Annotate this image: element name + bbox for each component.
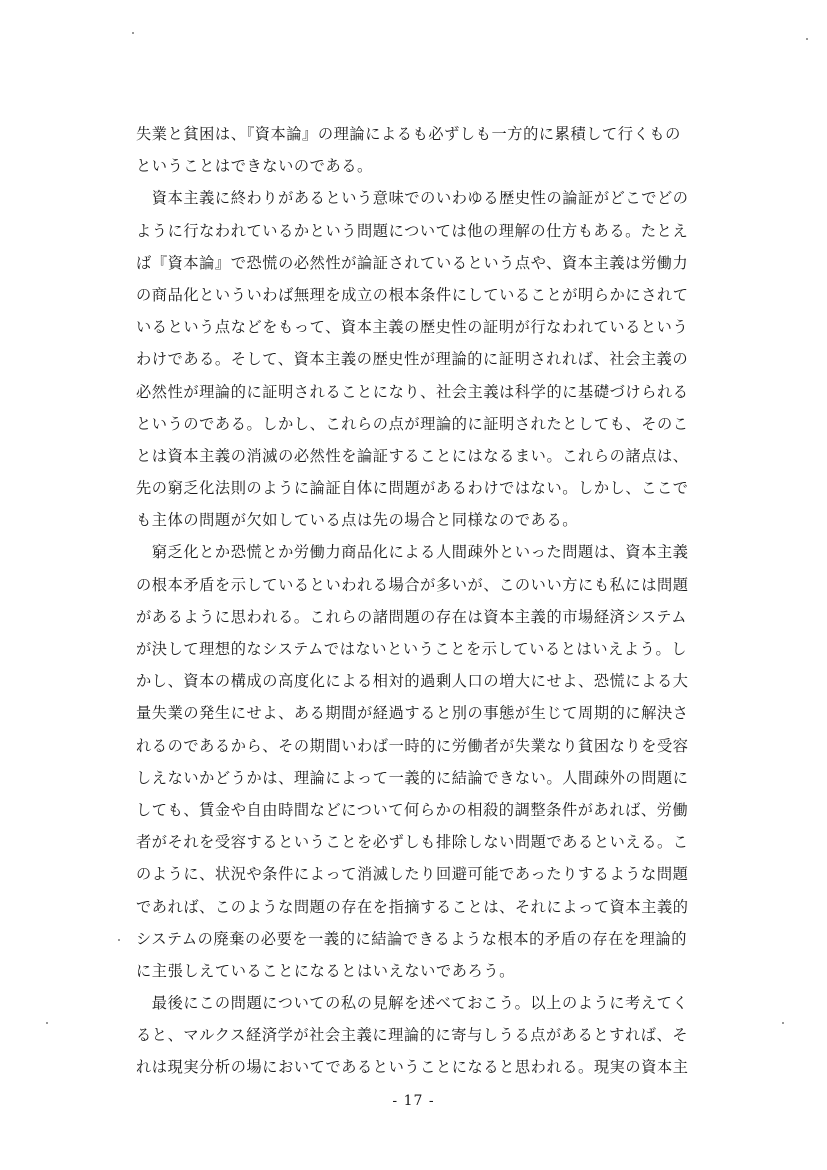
text-line: システムの廃棄の必要を一義的に結論できるような根本的矛盾の存在を理論的	[136, 929, 688, 948]
text-line: 者がそれを受容するということを必ずしも排除しない問題であるといえる。こ	[136, 833, 689, 852]
text-line: しても、賃金や自由時間などについて何らかの相殺的調整条件があれば、労働	[136, 800, 689, 819]
text-line: が決して理想的なシステムではないということを示しているとはいえよう。し	[136, 640, 688, 658]
scan-speck	[782, 1022, 784, 1024]
text-line: れるのであるから、その期間いわば一時的に労働者が失業なり貧困なりを受容	[136, 736, 689, 755]
text-line: も主体の問題が欠如している点は先の場合と同様なのである。	[136, 511, 579, 530]
text-line: 失業と貧困は、『資本論』の理論によるも必ずしも一方的に累積して行くもの	[136, 125, 681, 143]
text-line: ように行なわれているかという問題については他の理解の仕方もある。たとえ	[136, 221, 689, 240]
text-line: 最後にこの問題についての私の見解を述べておこう。以上のように考えてく	[136, 994, 689, 1013]
text-line: があるように思われる。これらの諸問題の存在は資本主義的市場経済システム	[136, 607, 688, 626]
page-number: - 17 -	[392, 1093, 435, 1109]
text-line: というのである。しかし、これらの点が理論的に証明されたとしても、そのこ	[136, 414, 689, 433]
text-line: ると、マルクス経済学が社会主義に理論的に寄与しうる点があるとすれば、そ	[136, 1026, 689, 1045]
text-line: いるという点などをもって、資本主義の歴史性の証明が行なわれているという	[136, 318, 689, 337]
text-line: であれば、このような問題の存在を指摘することは、それによって資本主義的	[136, 897, 689, 916]
body-text	[136, 118, 726, 1084]
text-line: 窮乏化とか恐慌とか労働力商品化による人間疎外といった問題は、資本主義	[136, 543, 689, 562]
text-line: に主張しえていることになるとはいえないであろう。	[136, 961, 515, 980]
text-line: しえないかどうかは、理論によって一義的に結論できない。人間疎外の問題に	[136, 768, 689, 787]
text-line: かし、資本の構成の高度化による相対的過剰人口の増大にせよ、恐慌による大	[136, 672, 689, 691]
text-line: れは現実分析の場においてであるということになると思われる。現実の資本主	[136, 1058, 689, 1077]
text-line: 量失業の発生にせよ、ある期間が経過すると別の事態が生じて周期的に解決さ	[136, 704, 689, 723]
text-line: のように、状況や条件によって消滅したり回避可能であったりするような問題	[136, 865, 689, 884]
text-line: 必然性が理論的に証明されることになり、社会主義は科学的に基礎づけられる	[136, 382, 689, 401]
scan-speck	[132, 32, 134, 34]
text-line: とは資本主義の消滅の必然性を論証することにはなるまい。これらの諸点は、	[136, 446, 689, 465]
text-line: ということはできないのである。	[136, 157, 373, 176]
text-line: わけである。そして、資本主義の歴史性が理論的に証明されれば、社会主義の	[136, 350, 689, 369]
scan-speck	[118, 939, 120, 941]
text-line: 資本主義に終わりがあるという意味でのいわゆる歴史性の論証がどこでどの	[136, 189, 689, 208]
text-line: の根本矛盾を示しているといわれる場合が多いが、このいい方にも私には問題	[136, 575, 689, 594]
scan-speck	[46, 1022, 48, 1024]
scan-speck	[806, 38, 808, 40]
text-line: 先の窮乏化法則のように論証自体に問題があるわけではない。しかし、ここで	[136, 479, 689, 498]
text-line: ば『資本論』で恐慌の必然性が論証されているという点や、資本主義は労働力	[136, 253, 689, 272]
text-line: の商品化といういわば無理を成立の根本条件にしていることが明らかにされて	[136, 285, 689, 304]
